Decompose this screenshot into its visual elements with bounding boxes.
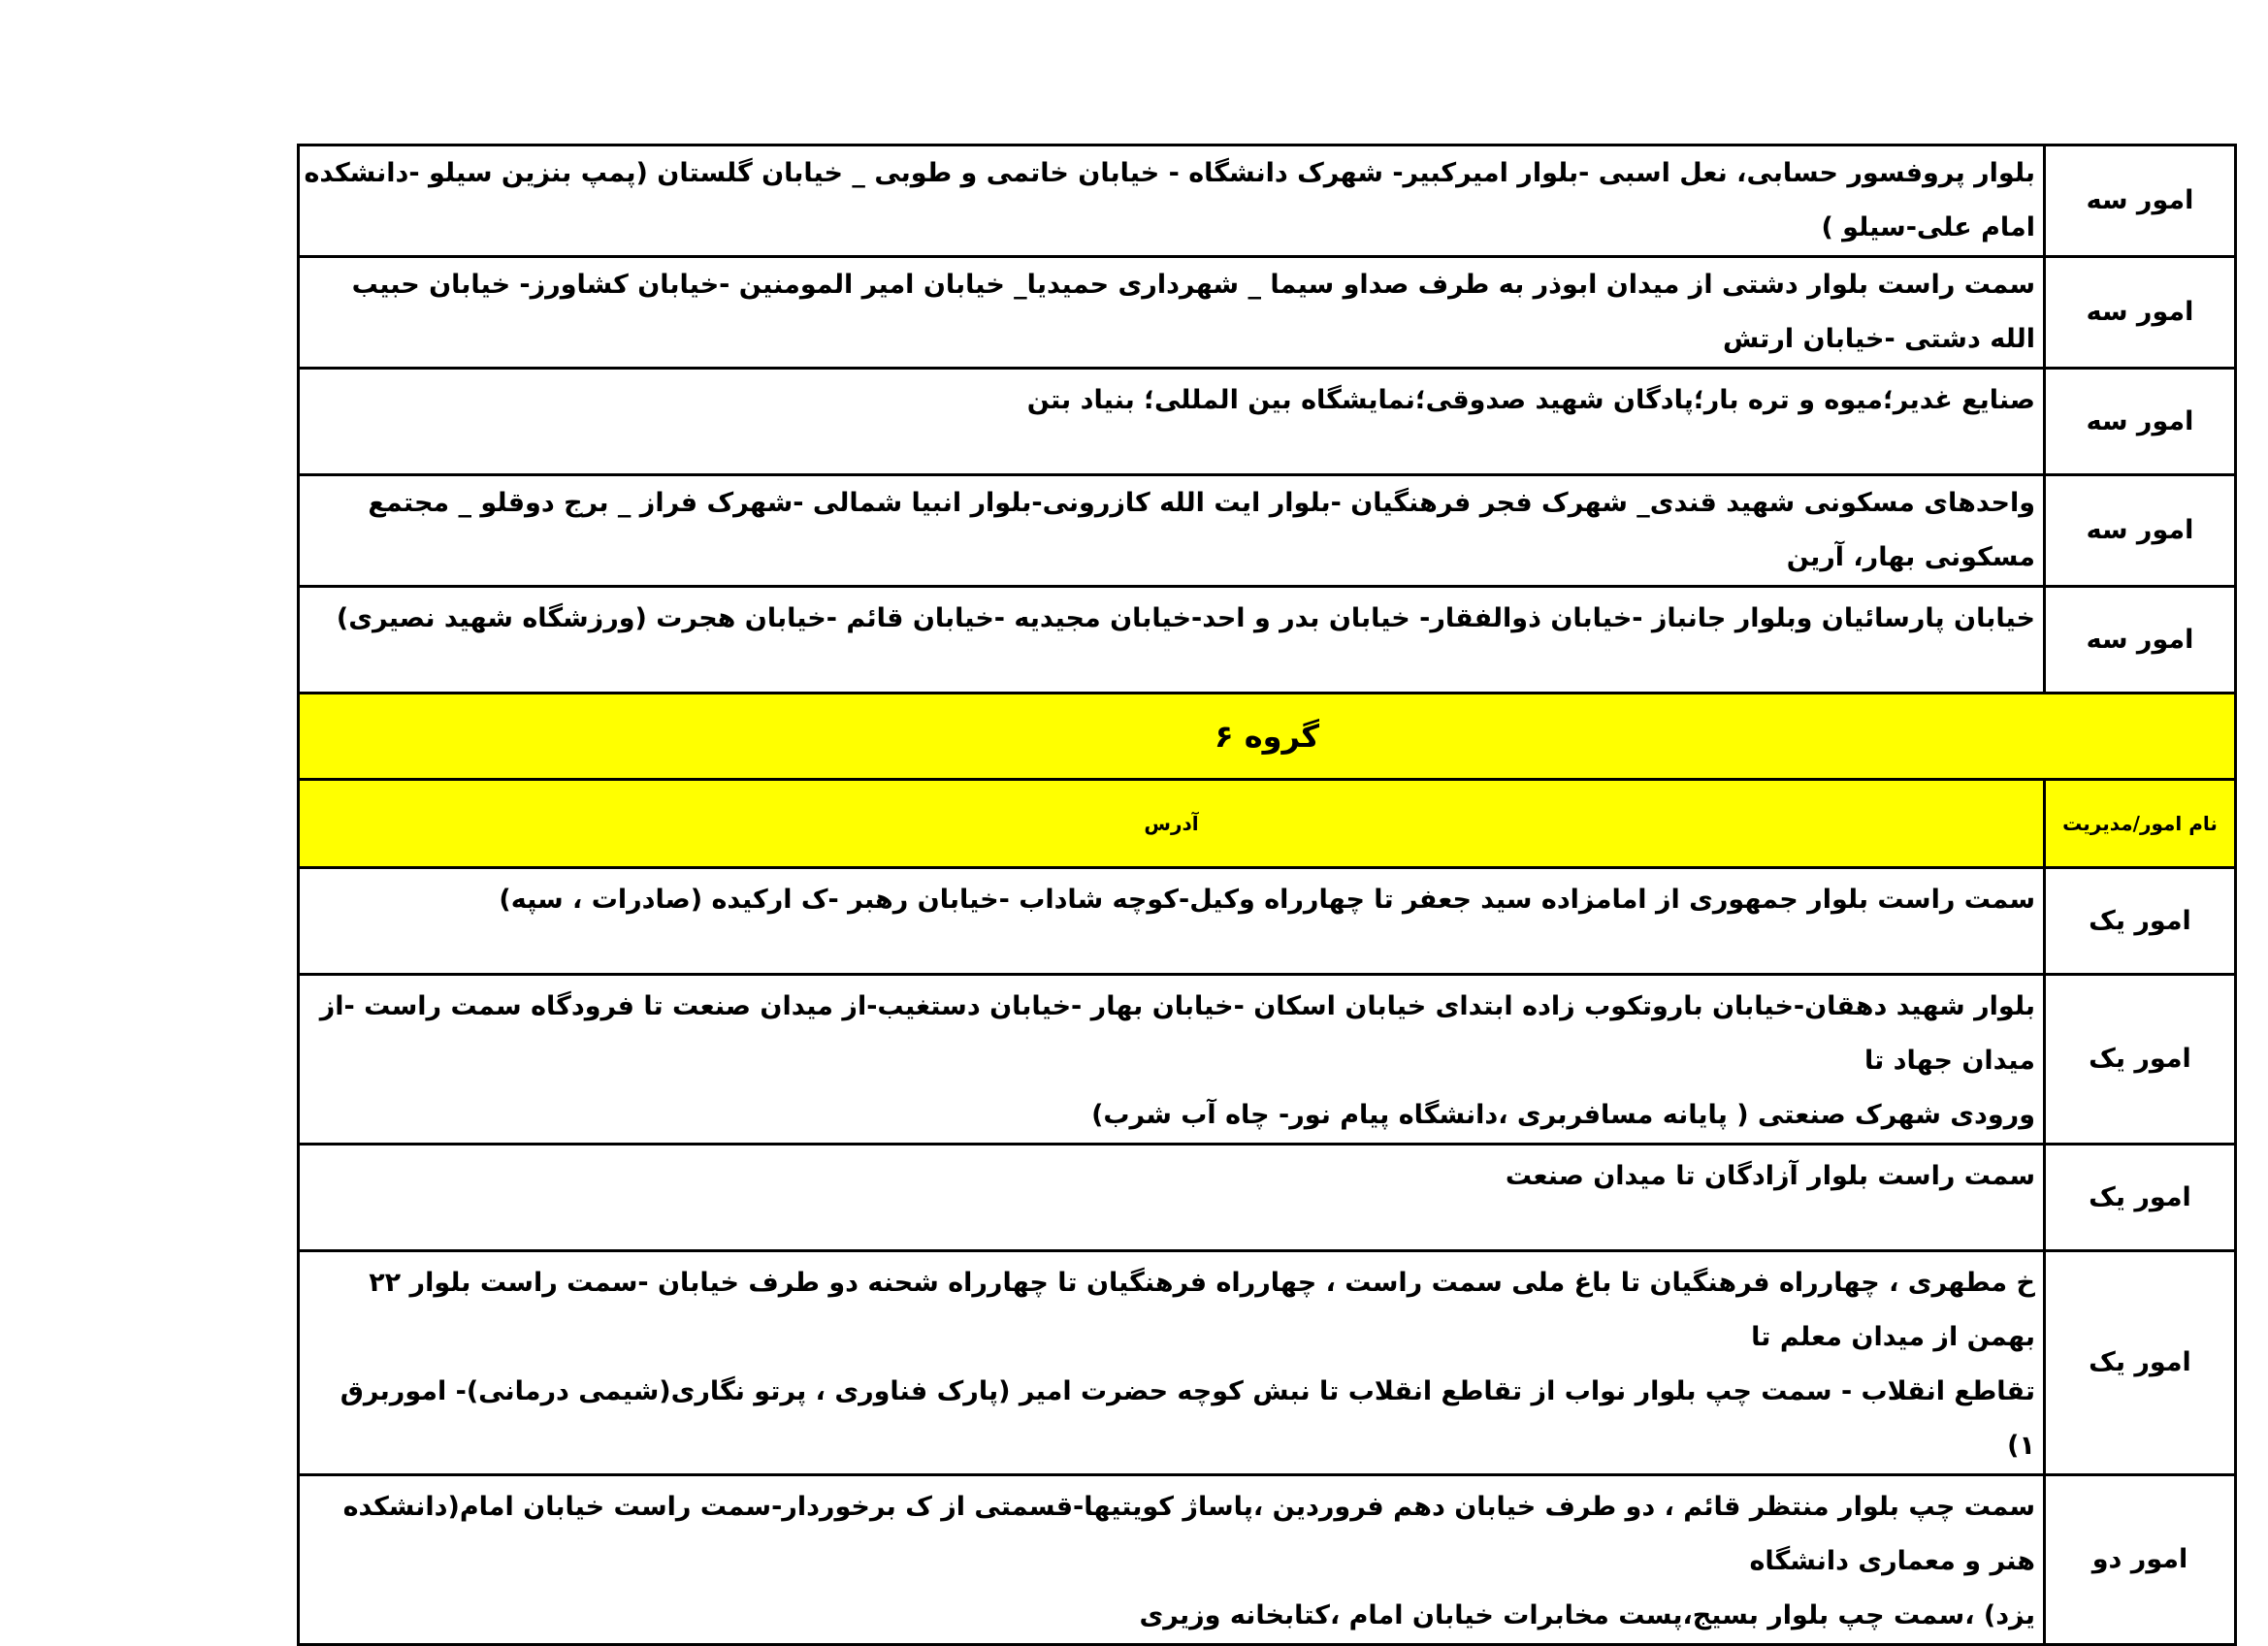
table-row xyxy=(299,475,2236,587)
unit-column-header: نام امور/مدیریت xyxy=(2045,780,2236,868)
address-cell xyxy=(299,1251,2045,1475)
table-row xyxy=(299,868,2236,975)
address-line: یزد) ،سمت چپ بلوار بسیج،پست مخابرات خیابان امام ،کتابخانه وزیری xyxy=(1139,1600,2035,1630)
table-row xyxy=(299,257,2236,369)
address-line: ورودی شهرک صنعتی ( پایانه مسافربری ،دانشگاه پیام نور- چاه آب شرب) xyxy=(1091,1100,2035,1130)
unit-cell: امور یک xyxy=(2045,975,2236,1145)
table-row xyxy=(299,587,2236,694)
table-row xyxy=(299,145,2236,257)
group-title: گروه ۶ xyxy=(299,694,2236,780)
table-row xyxy=(299,1145,2236,1251)
unit-cell: امور دو xyxy=(2045,1475,2236,1645)
unit-cell: امور سه xyxy=(2045,369,2236,475)
address-line: بلوار شهید دهقان-خیابان باروتکوب زاده ابتدای خیابان اسکان -خیابان بهار -خیابان دستغیب-از میدان صنعت تا فرودگاه سمت راست -از میدان جهاد تا xyxy=(319,991,2035,1076)
table-row xyxy=(299,975,2236,1145)
address-line: تقاطع انقلاب - سمت چپ بلوار نواب از تقاطع انقلاب تا نبش کوچه حضرت امیر (پارک فناوری ، پرتو نگاری(شیمی درمانی)- اموربرق ۱) xyxy=(340,1376,2035,1461)
address-cell xyxy=(299,1145,2045,1251)
address-column-header: آدرس xyxy=(299,780,2045,868)
address-table xyxy=(297,144,2237,1646)
address-line: واحدهای مسکونی شهید قندی_ شهرک فجر فرهنگیان -بلوار ایت الله کازرونی-بلوار انبیا شمالی -شهرک فراز _ برج دوقلو _ مجتمع مسکونی بهار، آرین xyxy=(368,488,2035,572)
address-line: خیابان پارسائیان وبلوار جانباز -خیابان ذوالفقار- خیابان بدر و احد-خیابان مجیدیه -خیابان قائم -خیابان هجرت (ورزشگاه شهید نصیری) xyxy=(336,603,2035,633)
address-cell xyxy=(299,475,2045,587)
address-line: سمت راست بلوار جمهوری از امامزاده سید جعفر تا چهارراه وکیل-کوچه شاداب -خیابان رهبر -ک ارکیده (صادرات ، سپه) xyxy=(499,885,2035,915)
table-header-row xyxy=(299,780,2236,868)
address-line: صنایع غدیر؛میوه و تره بار؛پادگان شهید صدوقی؛نمایشگاه بین المللی؛ بنیاد بتن xyxy=(1026,385,2035,415)
unit-cell: امور سه xyxy=(2045,145,2236,257)
unit-cell: امور سه xyxy=(2045,475,2236,587)
table-row xyxy=(299,1251,2236,1475)
address-cell xyxy=(299,868,2045,975)
unit-cell: امور سه xyxy=(2045,257,2236,369)
address-cell xyxy=(299,975,2045,1145)
unit-cell: امور یک xyxy=(2045,868,2236,975)
unit-cell: امور یک xyxy=(2045,1145,2236,1251)
address-line: سمت راست بلوار دشتی از میدان ابوذر به طرف صداو سیما _ شهرداری حمیدیا_ خیابان امیر المومنین -خیابان کشاورز- خیابان حبیب الله دشتی -خیابان ارتش xyxy=(351,270,2035,354)
table-row xyxy=(299,369,2236,475)
address-cell xyxy=(299,369,2045,475)
address-line: سمت چپ بلوار منتظر قائم ، دو طرف خیابان دهم فروردین ،پاساژ کویتیها-قسمتی از ک برخوردار-سمت راست خیابان امام(دانشکده هنر و معماری دانشگاه xyxy=(342,1492,2035,1576)
address-cell xyxy=(299,145,2045,257)
address-line: خ مطهری ، چهارراه فرهنگیان تا باغ ملی سمت راست ، چهارراه فرهنگیان تا چهارراه شحنه دو طرف خیابان -سمت راست بلوار ۲۲ بهمن از میدان معلم تا xyxy=(369,1268,2035,1352)
address-cell xyxy=(299,587,2045,694)
group-banner-row xyxy=(299,694,2236,780)
address-cell xyxy=(299,1475,2045,1645)
address-cell xyxy=(299,257,2045,369)
unit-cell: امور یک xyxy=(2045,1251,2236,1475)
unit-cell: امور سه xyxy=(2045,587,2236,694)
address-line: بلوار پروفسور حسابی، نعل اسبی -بلوار امیرکبیر- شهرک دانشگاه - خیابان خاتمی و طوبی _ خیابان گلستان (پمپ بنزین سیلو -دانشکده امام علی-سیلو ) xyxy=(304,158,2035,242)
address-line: سمت راست بلوار آزادگان تا میدان صنعت xyxy=(1505,1161,2035,1191)
table-row xyxy=(299,1475,2236,1645)
